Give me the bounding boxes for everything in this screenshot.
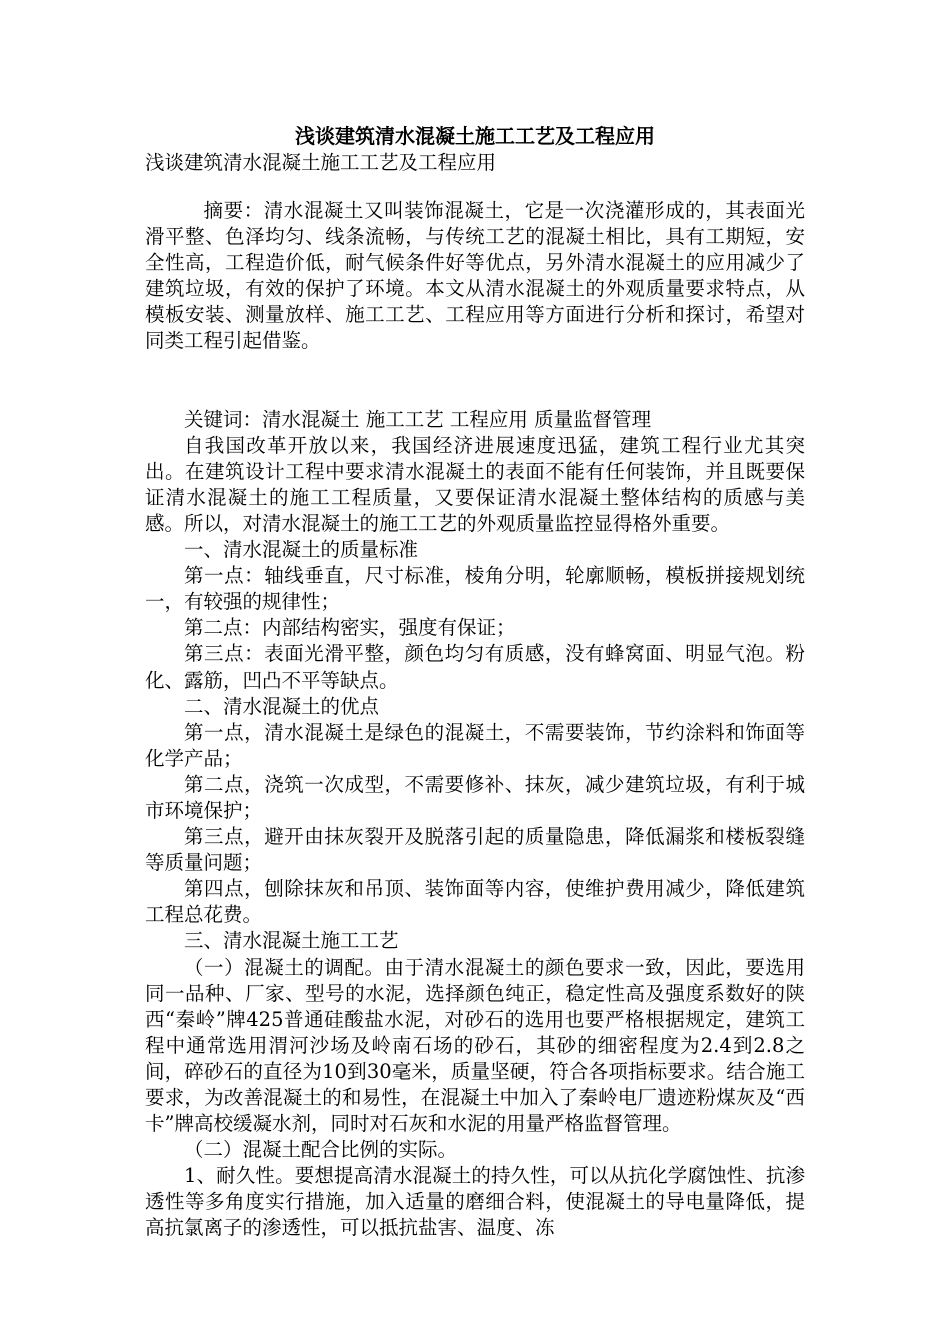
blank-line — [145, 381, 805, 407]
keywords-paragraph: 关键词：清水混凝土 施工工艺 工程应用 质量监督管理 — [184, 407, 652, 431]
body-paragraph: 第二点，浇筑一次成型，不需要修补、抹灰，减少建筑垃圾，有利于城市环境保护； — [145, 772, 805, 822]
body-paragraph: 第四点，刨除抹灰和吊顶、装饰面等内容，使维护费用减少，降低建筑工程总花费。 — [145, 877, 805, 927]
document-title: 浅谈建筑清水混凝土施工工艺及工程应用 — [295, 124, 655, 148]
body-paragraph: 第一点：轴线垂直，尺寸标准，棱角分明，轮廓顺畅，模板拼接规划统一，有较强的规律性； — [145, 564, 805, 614]
body-paragraph: 第二点：内部结构密实，强度有保证； — [184, 616, 516, 640]
document-body — [145, 198, 805, 1242]
body-paragraph: 第三点，避开由抹灰裂开及脱落引起的质量隐患，降低漏浆和楼板裂缝等质量问题； — [145, 825, 805, 875]
blank-line — [145, 355, 805, 381]
section-heading: 二、清水混凝土的优点 — [184, 694, 380, 718]
body-paragraph: 自我国改革开放以来，我国经济进展速度迅猛，建筑工程行业尤其突出。在建筑设计工程中要求清水混凝土的表面不能有任何装饰，并且既要保证清水混凝土的施工工程质量，又要保证清水混凝土整体结构的质感与美感。所以，对清水混凝土的施工工艺的外观质量监控显得格外重要。 — [145, 433, 805, 535]
subsection-heading: （二）混凝土配合比例的实际。 — [184, 1138, 458, 1162]
body-paragraph: 1、耐久性。要想提高清水混凝土的持久性，可以从抗化学腐蚀性、抗渗透性等多角度实行措施，加入适量的磨细合料，使混凝土的导电量降低，提高抗氯离子的渗透性，可以抵抗盐害、温度、冻 — [145, 1164, 805, 1240]
document-subtitle: 浅谈建筑清水混凝土施工工艺及工程应用 — [145, 151, 497, 174]
abstract-paragraph: 摘要：清水混凝土又叫装饰混凝土，它是一次浇灌形成的，其表面光滑平整、色泽均匀、线条流畅，与传统工艺的混凝土相比，具有工期短，安全性高，工程造价低，耐气候条件好等优点，另外清水混凝土的应用减少了建筑垃圾，有效的保护了环境。本文从清水混凝土的外观质量要求特点，从模板安装、测量放样、施工工艺、工程应用等方面进行分析和探讨，希望对同类工程引起借鉴。 — [145, 199, 805, 353]
section-heading: 三、清水混凝土施工工艺 — [184, 929, 399, 953]
section-heading: 一、清水混凝土的质量标准 — [184, 538, 419, 562]
body-paragraph: 第一点，清水混凝土是绿色的混凝土，不需要装饰，节约涂料和饰面等化学产品； — [145, 720, 805, 770]
body-paragraph: 第三点：表面光滑平整，颜色均匀有质感，没有蜂窝面、明显气泡。粉化、露筋，凹凸不平等缺点。 — [145, 642, 805, 692]
body-paragraph: （一）混凝土的调配。由于清水混凝土的颜色要求一致，因此，要选用同一品种、厂家、型号的水泥，选择颜色纯正，稳定性高及强度系数好的陕西“秦岭”牌425普通硅酸盐水泥，对砂石的选用也要严格根据规定，建筑工程中通常选用渭河沙场及岭南石场的砂石，其砂的细密程度为2.4到2.8之间，碎砂石的直径为10到30毫米，质量坚硬，符合各项指标要求。结合施工要求，为改善混凝土的和易性，在混凝土中加入了秦岭电厂遗迹粉煤灰及“西卡”牌高校缓凝水剂，同时对石灰和水泥的用量严格监督管理。 — [145, 955, 805, 1136]
